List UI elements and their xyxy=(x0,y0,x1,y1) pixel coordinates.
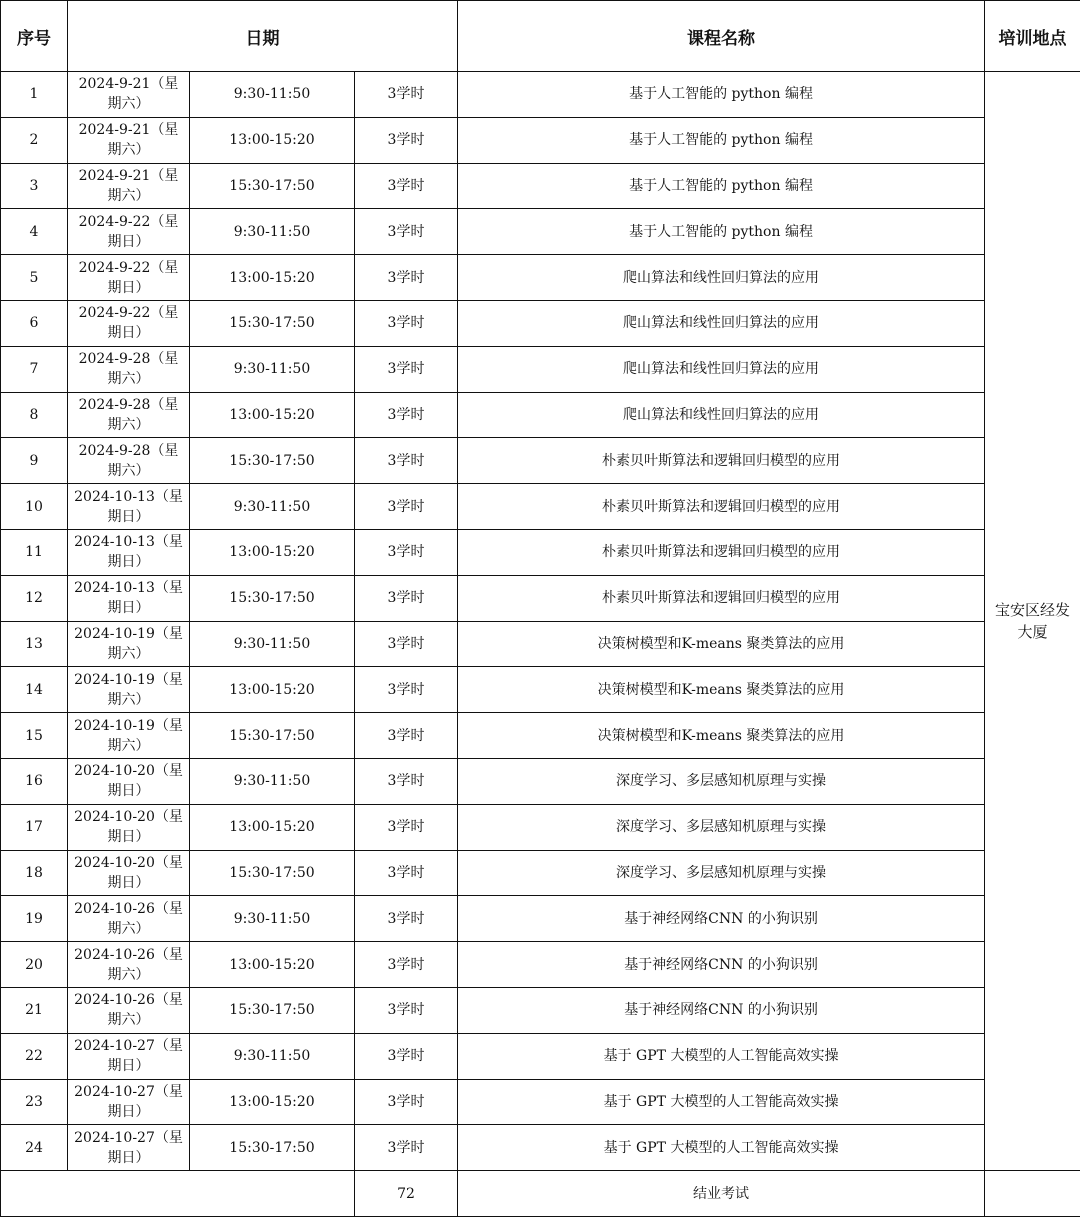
table-row xyxy=(1,484,1080,530)
row-time: 9:30-11:50 xyxy=(190,758,355,804)
row-time: 15:30-17:50 xyxy=(190,163,355,209)
row-hours: 3学时 xyxy=(355,896,458,942)
row-date: 2024-10-27（星期日） xyxy=(68,1079,190,1125)
row-time: 15:30-17:50 xyxy=(190,1125,355,1171)
row-course: 朴素贝叶斯算法和逻辑回归模型的应用 xyxy=(458,438,985,484)
row-time: 13:00-15:20 xyxy=(190,1079,355,1125)
row-number: 20 xyxy=(1,942,68,988)
table-row xyxy=(1,713,1080,759)
footer-exam: 结业考试 xyxy=(458,1171,985,1217)
row-date: 2024-10-26（星期六） xyxy=(68,987,190,1033)
table-row xyxy=(1,1033,1080,1079)
row-course: 基于神经网络CNN 的小狗识别 xyxy=(458,942,985,988)
row-date: 2024-10-27（星期日） xyxy=(68,1125,190,1171)
row-course: 深度学习、多层感知机原理与实操 xyxy=(458,758,985,804)
row-course: 基于神经网络CNN 的小狗识别 xyxy=(458,896,985,942)
row-time: 13:00-15:20 xyxy=(190,117,355,163)
row-hours: 3学时 xyxy=(355,392,458,438)
row-course: 决策树模型和K-means 聚类算法的应用 xyxy=(458,713,985,759)
row-number: 2 xyxy=(1,117,68,163)
row-course: 深度学习、多层感知机原理与实操 xyxy=(458,850,985,896)
row-date: 2024-10-26（星期六） xyxy=(68,896,190,942)
row-course: 爬山算法和线性回归算法的应用 xyxy=(458,346,985,392)
row-date: 2024-9-28（星期六） xyxy=(68,346,190,392)
row-number: 5 xyxy=(1,255,68,301)
row-hours: 3学时 xyxy=(355,1125,458,1171)
row-course: 朴素贝叶斯算法和逻辑回归模型的应用 xyxy=(458,529,985,575)
footer-blank xyxy=(1,1171,355,1217)
table-row xyxy=(1,346,1080,392)
header-row xyxy=(1,1,1080,72)
row-hours: 3学时 xyxy=(355,438,458,484)
row-date: 2024-9-22（星期日） xyxy=(68,300,190,346)
row-course: 爬山算法和线性回归算法的应用 xyxy=(458,255,985,301)
location-cell: 宝安区经发大厦 xyxy=(985,72,1080,1171)
row-time: 13:00-15:20 xyxy=(190,667,355,713)
row-number: 3 xyxy=(1,163,68,209)
row-number: 16 xyxy=(1,758,68,804)
row-date: 2024-9-28（星期六） xyxy=(68,392,190,438)
row-course: 基于人工智能的 python 编程 xyxy=(458,163,985,209)
row-hours: 3学时 xyxy=(355,621,458,667)
table-row xyxy=(1,575,1080,621)
row-course: 决策树模型和K-means 聚类算法的应用 xyxy=(458,621,985,667)
row-number: 11 xyxy=(1,529,68,575)
header-course: 课程名称 xyxy=(458,1,985,72)
row-number: 21 xyxy=(1,987,68,1033)
table-row xyxy=(1,896,1080,942)
row-date: 2024-10-13（星期日） xyxy=(68,484,190,530)
row-number: 22 xyxy=(1,1033,68,1079)
table-row xyxy=(1,117,1080,163)
row-date: 2024-9-22（星期日） xyxy=(68,255,190,301)
row-hours: 3学时 xyxy=(355,667,458,713)
row-time: 9:30-11:50 xyxy=(190,484,355,530)
table-row xyxy=(1,438,1080,484)
row-time: 9:30-11:50 xyxy=(190,209,355,255)
row-course: 基于人工智能的 python 编程 xyxy=(458,117,985,163)
footer-total-hours: 72 xyxy=(355,1171,458,1217)
row-hours: 3学时 xyxy=(355,255,458,301)
row-hours: 3学时 xyxy=(355,1033,458,1079)
table-row xyxy=(1,392,1080,438)
row-number: 6 xyxy=(1,300,68,346)
row-date: 2024-10-13（星期日） xyxy=(68,529,190,575)
header-date: 日期 xyxy=(68,1,458,72)
table-row xyxy=(1,1125,1080,1171)
row-course: 朴素贝叶斯算法和逻辑回归模型的应用 xyxy=(458,575,985,621)
row-date: 2024-10-19（星期六） xyxy=(68,713,190,759)
row-time: 13:00-15:20 xyxy=(190,255,355,301)
row-hours: 3学时 xyxy=(355,346,458,392)
row-course: 决策树模型和K-means 聚类算法的应用 xyxy=(458,667,985,713)
row-time: 9:30-11:50 xyxy=(190,72,355,118)
row-number: 10 xyxy=(1,484,68,530)
row-course: 朴素贝叶斯算法和逻辑回归模型的应用 xyxy=(458,484,985,530)
row-time: 13:00-15:20 xyxy=(190,529,355,575)
row-number: 4 xyxy=(1,209,68,255)
row-hours: 3学时 xyxy=(355,942,458,988)
row-course: 爬山算法和线性回归算法的应用 xyxy=(458,300,985,346)
table-row xyxy=(1,942,1080,988)
row-course: 基于 GPT 大模型的人工智能高效实操 xyxy=(458,1125,985,1171)
row-number: 12 xyxy=(1,575,68,621)
row-time: 9:30-11:50 xyxy=(190,896,355,942)
row-course: 基于人工智能的 python 编程 xyxy=(458,72,985,118)
row-hours: 3学时 xyxy=(355,804,458,850)
row-number: 1 xyxy=(1,72,68,118)
row-date: 2024-10-26（星期六） xyxy=(68,942,190,988)
header-location: 培训地点 xyxy=(985,1,1080,72)
row-course: 基于神经网络CNN 的小狗识别 xyxy=(458,987,985,1033)
table-row xyxy=(1,255,1080,301)
table-row xyxy=(1,621,1080,667)
row-time: 15:30-17:50 xyxy=(190,300,355,346)
row-course: 爬山算法和线性回归算法的应用 xyxy=(458,392,985,438)
row-hours: 3学时 xyxy=(355,713,458,759)
table-row xyxy=(1,850,1080,896)
row-number: 7 xyxy=(1,346,68,392)
row-hours: 3学时 xyxy=(355,758,458,804)
row-number: 23 xyxy=(1,1079,68,1125)
row-course: 深度学习、多层感知机原理与实操 xyxy=(458,804,985,850)
row-time: 15:30-17:50 xyxy=(190,575,355,621)
row-time: 13:00-15:20 xyxy=(190,804,355,850)
row-date: 2024-10-20（星期日） xyxy=(68,758,190,804)
table-row xyxy=(1,163,1080,209)
table-row xyxy=(1,209,1080,255)
table-row xyxy=(1,300,1080,346)
row-hours: 3学时 xyxy=(355,209,458,255)
row-time: 9:30-11:50 xyxy=(190,621,355,667)
table-row xyxy=(1,758,1080,804)
footer-row xyxy=(1,1171,1080,1217)
row-hours: 3学时 xyxy=(355,117,458,163)
row-hours: 3学时 xyxy=(355,72,458,118)
table-row xyxy=(1,987,1080,1033)
row-date: 2024-10-20（星期日） xyxy=(68,804,190,850)
row-time: 15:30-17:50 xyxy=(190,438,355,484)
row-course: 基于 GPT 大模型的人工智能高效实操 xyxy=(458,1079,985,1125)
row-hours: 3学时 xyxy=(355,300,458,346)
row-hours: 3学时 xyxy=(355,163,458,209)
table-row xyxy=(1,1079,1080,1125)
row-hours: 3学时 xyxy=(355,987,458,1033)
table-row xyxy=(1,667,1080,713)
header-seq: 序号 xyxy=(1,1,68,72)
row-number: 18 xyxy=(1,850,68,896)
row-date: 2024-10-19（星期六） xyxy=(68,621,190,667)
row-hours: 3学时 xyxy=(355,575,458,621)
table-row xyxy=(1,804,1080,850)
row-time: 13:00-15:20 xyxy=(190,392,355,438)
row-hours: 3学时 xyxy=(355,484,458,530)
row-date: 2024-9-22（星期日） xyxy=(68,209,190,255)
footer-location-blank xyxy=(985,1171,1080,1217)
row-time: 13:00-15:20 xyxy=(190,942,355,988)
schedule-body xyxy=(1,72,1080,1217)
row-number: 13 xyxy=(1,621,68,667)
row-time: 9:30-11:50 xyxy=(190,346,355,392)
row-hours: 3学时 xyxy=(355,1079,458,1125)
table-row xyxy=(1,529,1080,575)
row-course: 基于人工智能的 python 编程 xyxy=(458,209,985,255)
row-number: 19 xyxy=(1,896,68,942)
row-hours: 3学时 xyxy=(355,850,458,896)
row-time: 15:30-17:50 xyxy=(190,713,355,759)
row-number: 17 xyxy=(1,804,68,850)
row-hours: 3学时 xyxy=(355,529,458,575)
table-row xyxy=(1,72,1080,118)
row-time: 9:30-11:50 xyxy=(190,1033,355,1079)
row-time: 15:30-17:50 xyxy=(190,850,355,896)
row-number: 15 xyxy=(1,713,68,759)
row-number: 8 xyxy=(1,392,68,438)
row-date: 2024-9-28（星期六） xyxy=(68,438,190,484)
row-number: 9 xyxy=(1,438,68,484)
row-date: 2024-10-19（星期六） xyxy=(68,667,190,713)
row-date: 2024-9-21（星期六） xyxy=(68,117,190,163)
row-date: 2024-10-27（星期日） xyxy=(68,1033,190,1079)
row-time: 15:30-17:50 xyxy=(190,987,355,1033)
row-date: 2024-9-21（星期六） xyxy=(68,72,190,118)
row-number: 14 xyxy=(1,667,68,713)
row-date: 2024-10-20（星期日） xyxy=(68,850,190,896)
row-number: 24 xyxy=(1,1125,68,1171)
row-course: 基于 GPT 大模型的人工智能高效实操 xyxy=(458,1033,985,1079)
row-date: 2024-9-21（星期六） xyxy=(68,163,190,209)
row-date: 2024-10-13（星期日） xyxy=(68,575,190,621)
